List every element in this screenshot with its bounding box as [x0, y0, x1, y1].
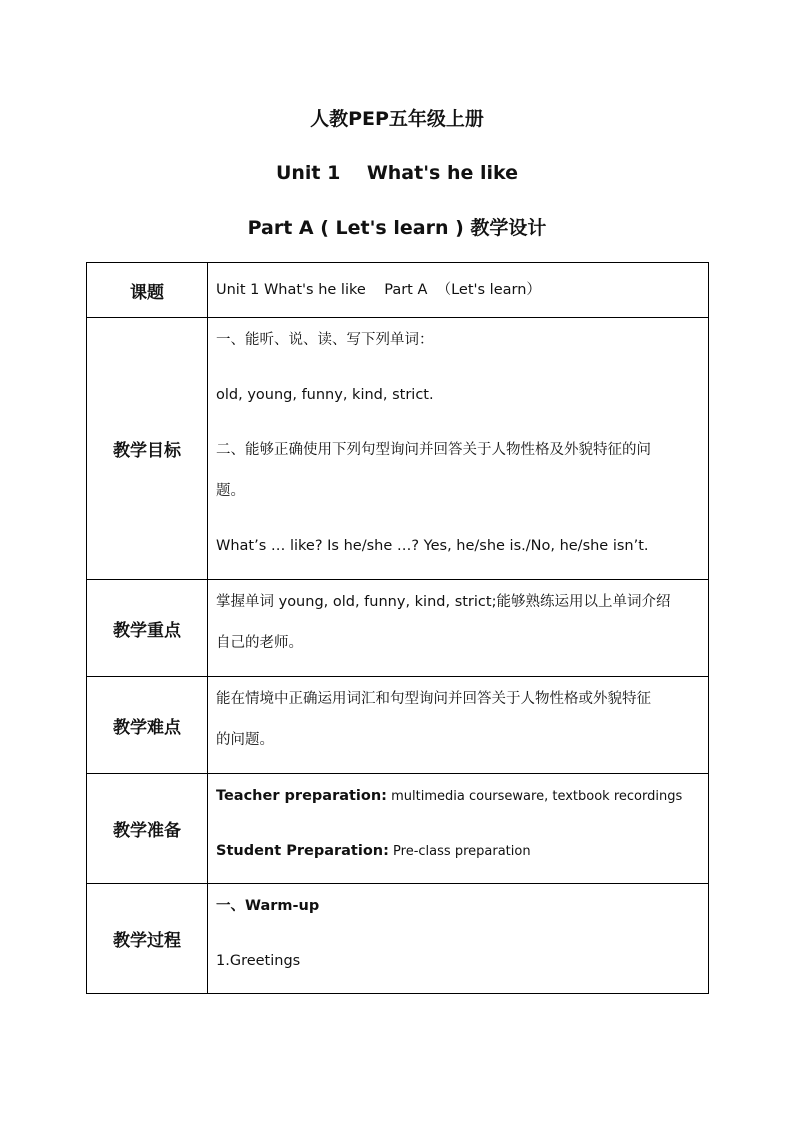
preparation-label: 教学准备	[87, 774, 208, 884]
preparation-content	[208, 774, 709, 884]
student-preparation	[216, 838, 704, 865]
key-points-label: 教学重点	[87, 580, 208, 677]
student-preparation-label: Student Preparation:	[216, 843, 389, 859]
difficulties-line: 能在情境中正确运用词汇和句型询问并回答关于人物性格或外貌特征	[216, 691, 651, 707]
lesson-plan-table	[86, 262, 709, 994]
table-row-objectives	[87, 318, 709, 580]
objectives-content	[208, 318, 709, 580]
objectives-words: old, young, funny, kind, strict.	[216, 387, 434, 403]
difficulties-line: 的问题。	[216, 732, 274, 748]
difficulties-content	[208, 677, 709, 774]
objectives-line: 二、能够正确使用下列句型询问并回答关于人物性格及外貌特征的问	[216, 442, 651, 458]
document-title: 人教PEP五年级上册	[310, 108, 484, 130]
table-row-preparation	[87, 774, 709, 884]
topic-value	[208, 263, 709, 318]
key-points-line: 掌握单词 young, old, funny, kind, strict;能够熟练运用以上单词介绍	[216, 594, 671, 610]
process-content	[208, 884, 709, 994]
table-row-topic	[87, 263, 709, 318]
teacher-preparation-label: Teacher preparation:	[216, 788, 387, 804]
process-heading-text: 一、Warm-up	[216, 898, 320, 914]
process-label: 教学过程	[87, 884, 208, 994]
teacher-preparation	[216, 783, 704, 810]
table-row-difficulties	[87, 677, 709, 774]
unit-title: Unit 1 What's he like	[275, 162, 519, 184]
teacher-preparation-value: multimedia courseware, textbook recordings	[386, 789, 683, 804]
difficulties-label: 教学难点	[87, 677, 208, 774]
table-row-key-points	[87, 580, 709, 677]
table-row-process	[87, 884, 709, 994]
process-step: 1.Greetings	[216, 953, 301, 969]
key-points-content	[208, 580, 709, 677]
student-preparation-value: Pre-class preparation	[388, 844, 531, 859]
objectives-line: 题。	[216, 483, 245, 499]
process-heading	[216, 893, 704, 920]
topic-text: Unit 1 What's he like Part A （Let's learn）	[216, 281, 541, 298]
objectives-label: 教学目标	[87, 318, 208, 580]
objectives-line: 一、能听、说、读、写下列单词：	[216, 332, 434, 348]
lesson-title: Part A ( Let's learn ) 教学设计	[247, 217, 547, 239]
key-points-line: 自己的老师。	[216, 635, 303, 651]
topic-label: 课题	[87, 263, 208, 318]
objectives-sentences: What’s … like? Is he/she …? Yes, he/she is./No, he/she isn’t.	[216, 538, 649, 554]
